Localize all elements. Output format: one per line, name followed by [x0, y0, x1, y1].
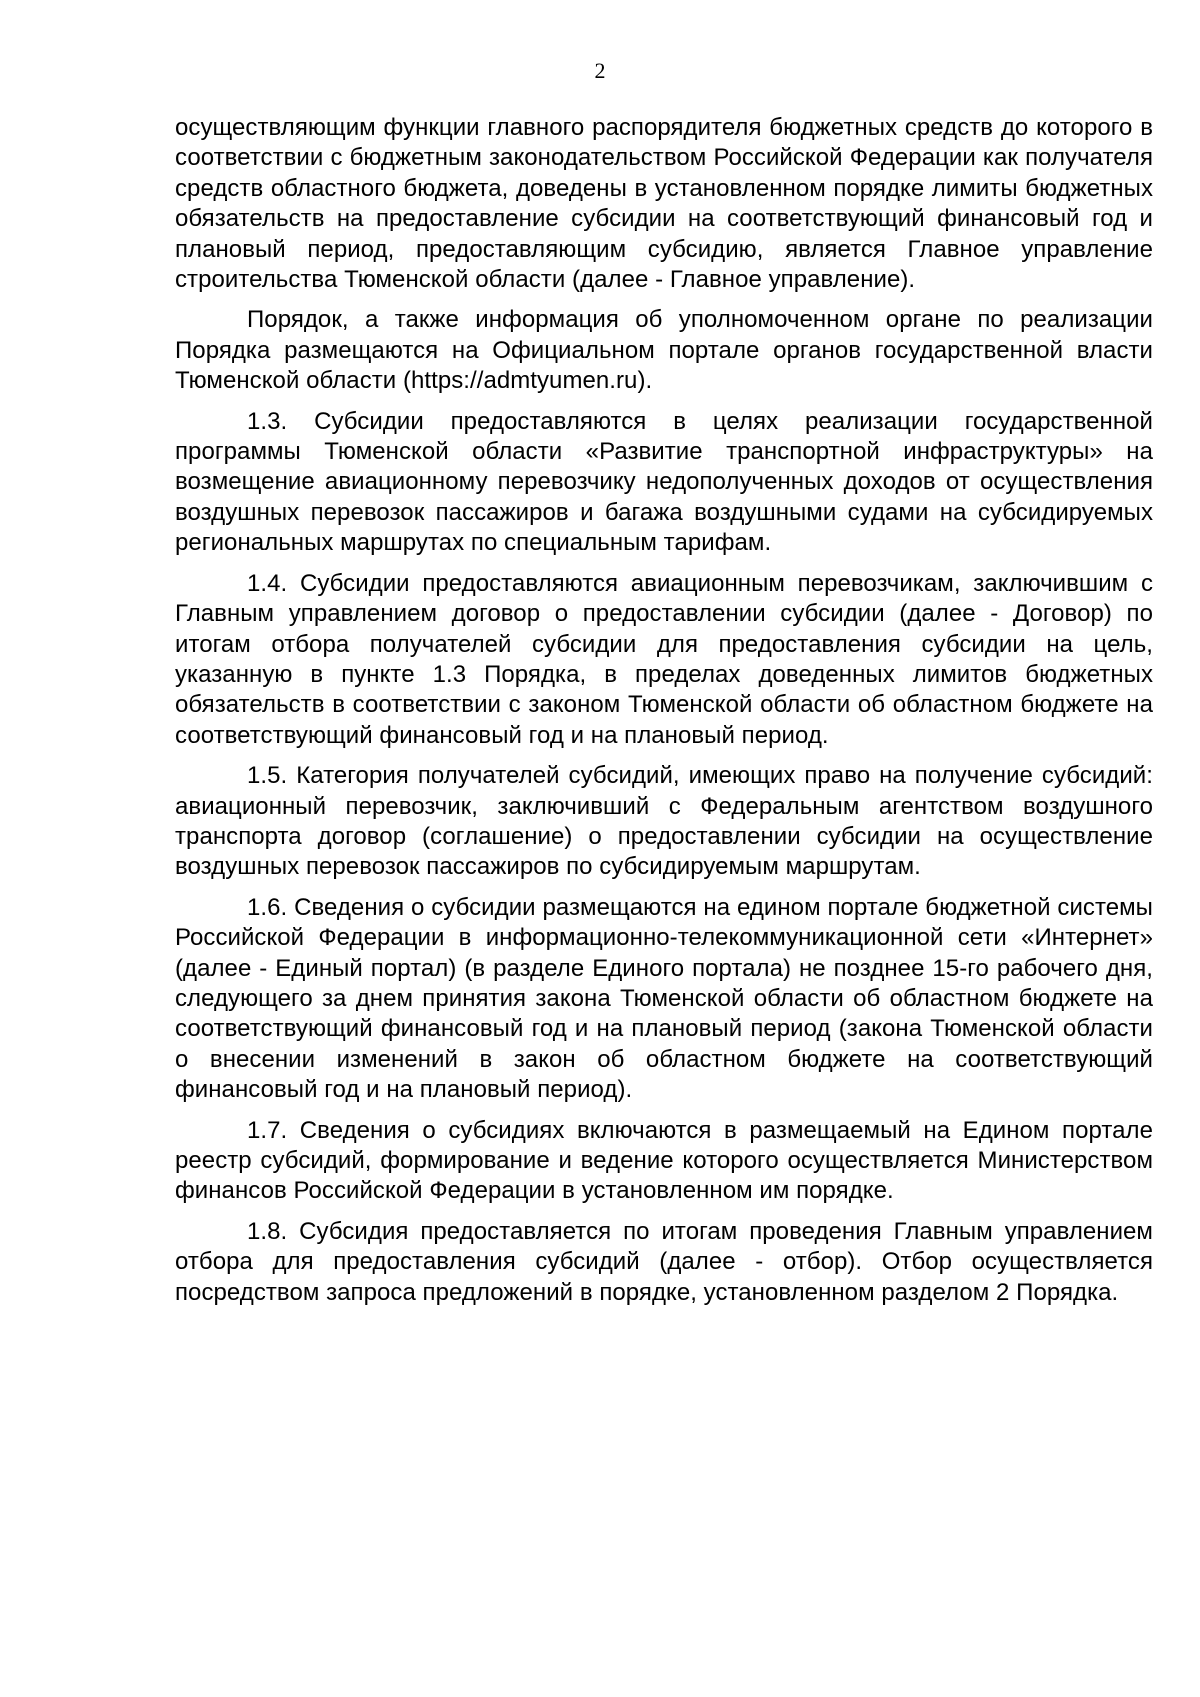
- paragraph-1-8: 1.8. Субсидия предоставляется по итогам проведения Главным управлением отбора для предоставления субсидий (далее - отбор). Отбор осуществляется посредством запроса предложений в порядке, установленном разделом 2 Порядка.: [175, 1217, 1153, 1306]
- paragraph-1-7: 1.7. Сведения о субсидиях включаются в размещаемый на Едином портале реестр субсидий, формирование и ведение которого осуществляется Министерством финансов Российской Федерации в установленном им порядке.: [175, 1116, 1153, 1205]
- paragraph-1-5: 1.5. Категория получателей субсидий, имеющих право на получение субсидий: авиационный перевозчик, заключивший с Федеральным агентством воздушного транспорта договор (соглашение) о предоставлении субсидии на осуществление воздушных перевозок пассажиров по субсидируемым маршрутам.: [175, 762, 1153, 881]
- paragraph-1-3: 1.3. Субсидии предоставляются в целях реализации государственной программы Тюменской области «Развитие транспортной инфраструктуры» на возмещение авиационному перевозчику недополученных доходов от осуществления воздушных перевозок пассажиров и багажа воздушными судами на субсидируемых региональных маршрутах по специальным тарифам.: [175, 407, 1153, 557]
- page-number: 2: [594, 58, 606, 83]
- paragraph-grbs: осуществляющим функции главного распорядителя бюджетных средств до которого в соответствии с бюджетным законодательством Российской Федерации как получателя средств областного бюджета, доведены в установленном порядке лимиты бюджетных обязательств на предоставление субсидии на соответствующий финансовый год и плановый период, предоставляющим субсидию, является Главное управление строительства Тюменской области (далее - Главное управление).: [175, 114, 1153, 294]
- paragraph-1-4: 1.4. Субсидии предоставляются авиационным перевозчикам, заключившим с Главным управлением договор о предоставлении субсидии (далее - Договор) по итогам отбора получателей субсидии для предоставления субсидии на цель, указанную в пункте 1.3 Порядка, в пределах доведенных лимитов бюджетных обязательств в соответствии с законом Тюменской области об областном бюджете на соответствующий финансовый год и на плановый период.: [175, 569, 1153, 749]
- paragraph-portal-info: Порядок, а также информация об уполномоченном органе по реализации Порядка размещаются на Официальном портале органов государственной власти Тюменской области (https://admtyumen.ru).: [175, 306, 1153, 395]
- document-body: [175, 113, 1153, 1318]
- paragraph-1-6: 1.6. Сведения о субсидии размещаются на едином портале бюджетной системы Российской Федерации в информационно-телекоммуникационной сети «Интернет» (далее - Единый портал) (в разделе Единого портала) не позднее 15-го рабочего дня, следующего за днем принятия закона Тюменской области об областном бюджете на соответствующий финансовый год и на плановый период (закона Тюменской области о внесении изменений в закон об областном бюджете на соответствующий финансовый год и на плановый период).: [175, 893, 1153, 1104]
